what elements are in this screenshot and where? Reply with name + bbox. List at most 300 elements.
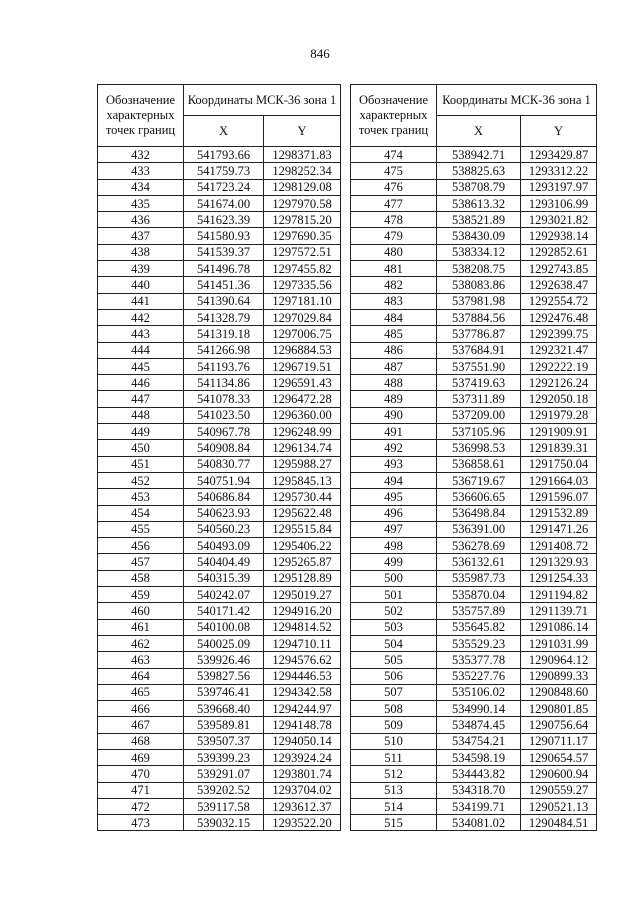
x-coordinate-cell: 535377.78 bbox=[437, 652, 521, 668]
point-number-cell: 451 bbox=[98, 456, 184, 472]
table-row bbox=[98, 407, 341, 423]
table-body-left bbox=[98, 147, 341, 831]
point-number-cell: 438 bbox=[98, 244, 184, 260]
y-column-header: Y bbox=[521, 116, 597, 147]
y-coordinate-cell: 1294148.78 bbox=[264, 717, 341, 733]
table-row bbox=[98, 521, 341, 537]
y-coordinate-cell: 1298129.08 bbox=[264, 179, 341, 195]
y-coordinate-cell: 1291664.03 bbox=[521, 472, 597, 488]
y-coordinate-cell: 1290484.51 bbox=[521, 815, 597, 831]
y-coordinate-cell: 1295845.13 bbox=[264, 472, 341, 488]
table-row bbox=[351, 733, 597, 749]
y-coordinate-cell: 1294446.53 bbox=[264, 668, 341, 684]
table-row bbox=[351, 244, 597, 260]
y-coordinate-cell: 1292638.47 bbox=[521, 277, 597, 293]
x-coordinate-cell: 540171.42 bbox=[184, 603, 264, 619]
y-coordinate-cell: 1292743.85 bbox=[521, 261, 597, 277]
x-coordinate-cell: 538942.71 bbox=[437, 147, 521, 163]
point-number-cell: 501 bbox=[351, 587, 437, 603]
table-row bbox=[351, 407, 597, 423]
coordinates-tables bbox=[0, 84, 640, 830]
x-coordinate-cell: 538825.63 bbox=[437, 163, 521, 179]
x-coordinate-cell: 534318.70 bbox=[437, 782, 521, 798]
point-number-cell: 513 bbox=[351, 782, 437, 798]
x-coordinate-cell: 541078.33 bbox=[184, 391, 264, 407]
point-number-cell: 503 bbox=[351, 619, 437, 635]
point-number-cell: 479 bbox=[351, 228, 437, 244]
point-number-cell: 511 bbox=[351, 749, 437, 765]
point-number-cell: 499 bbox=[351, 554, 437, 570]
y-coordinate-cell: 1297970.58 bbox=[264, 195, 341, 211]
y-coordinate-cell: 1294916.20 bbox=[264, 603, 341, 619]
y-coordinate-cell: 1291532.89 bbox=[521, 505, 597, 521]
table-row bbox=[351, 652, 597, 668]
y-coordinate-cell: 1297690.35 bbox=[264, 228, 341, 244]
x-coordinate-cell: 541451.36 bbox=[184, 277, 264, 293]
point-number-cell: 443 bbox=[98, 326, 184, 342]
x-coordinate-cell: 535106.02 bbox=[437, 684, 521, 700]
y-coordinate-cell: 1292321.47 bbox=[521, 342, 597, 358]
point-number-cell: 508 bbox=[351, 701, 437, 717]
y-coordinate-cell: 1291031.99 bbox=[521, 635, 597, 651]
x-coordinate-cell: 537419.63 bbox=[437, 375, 521, 391]
table-row bbox=[351, 749, 597, 765]
x-coordinate-cell: 537884.56 bbox=[437, 309, 521, 325]
x-coordinate-cell: 536606.65 bbox=[437, 489, 521, 505]
x-coordinate-cell: 536998.53 bbox=[437, 440, 521, 456]
table-row bbox=[351, 815, 597, 831]
y-coordinate-cell: 1295730.44 bbox=[264, 489, 341, 505]
table-row bbox=[98, 782, 341, 798]
y-coordinate-cell: 1291194.82 bbox=[521, 587, 597, 603]
x-coordinate-cell: 535870.04 bbox=[437, 587, 521, 603]
point-number-cell: 492 bbox=[351, 440, 437, 456]
y-coordinate-cell: 1291139.71 bbox=[521, 603, 597, 619]
point-number-cell: 456 bbox=[98, 538, 184, 554]
y-coordinate-cell: 1291596.07 bbox=[521, 489, 597, 505]
x-coordinate-cell: 541023.50 bbox=[184, 407, 264, 423]
point-number-cell: 485 bbox=[351, 326, 437, 342]
y-coordinate-cell: 1291750.04 bbox=[521, 456, 597, 472]
point-number-cell: 464 bbox=[98, 668, 184, 684]
y-column-header: Y bbox=[264, 116, 341, 147]
y-coordinate-cell: 1298371.83 bbox=[264, 147, 341, 163]
y-coordinate-cell: 1294710.11 bbox=[264, 635, 341, 651]
point-number-cell: 465 bbox=[98, 684, 184, 700]
point-number-cell: 442 bbox=[98, 309, 184, 325]
table-row bbox=[351, 668, 597, 684]
table-row bbox=[351, 326, 597, 342]
table-row bbox=[351, 554, 597, 570]
table-row bbox=[351, 277, 597, 293]
y-coordinate-cell: 1292050.18 bbox=[521, 391, 597, 407]
x-coordinate-cell: 540560.23 bbox=[184, 521, 264, 537]
x-coordinate-cell: 537981.98 bbox=[437, 293, 521, 309]
table-row bbox=[351, 521, 597, 537]
point-number-cell: 436 bbox=[98, 212, 184, 228]
y-coordinate-cell: 1292399.75 bbox=[521, 326, 597, 342]
x-coordinate-cell: 540686.84 bbox=[184, 489, 264, 505]
table-row bbox=[351, 195, 597, 211]
x-coordinate-cell: 538613.32 bbox=[437, 195, 521, 211]
x-coordinate-cell: 538208.75 bbox=[437, 261, 521, 277]
table-row bbox=[98, 587, 341, 603]
point-number-cell: 445 bbox=[98, 358, 184, 374]
point-number-cell: 468 bbox=[98, 733, 184, 749]
y-coordinate-cell: 1297335.56 bbox=[264, 277, 341, 293]
y-coordinate-cell: 1290559.27 bbox=[521, 782, 597, 798]
x-coordinate-cell: 540493.09 bbox=[184, 538, 264, 554]
table-row bbox=[351, 228, 597, 244]
point-number-cell: 489 bbox=[351, 391, 437, 407]
point-number-cell: 482 bbox=[351, 277, 437, 293]
point-number-cell: 483 bbox=[351, 293, 437, 309]
x-coordinate-cell: 541793.66 bbox=[184, 147, 264, 163]
point-number-cell: 506 bbox=[351, 668, 437, 684]
y-coordinate-cell: 1297006.75 bbox=[264, 326, 341, 342]
table-row bbox=[351, 342, 597, 358]
table-row bbox=[98, 798, 341, 814]
point-number-cell: 453 bbox=[98, 489, 184, 505]
table-row bbox=[351, 179, 597, 195]
y-coordinate-cell: 1295988.27 bbox=[264, 456, 341, 472]
point-number-cell: 457 bbox=[98, 554, 184, 570]
x-coordinate-cell: 536278.69 bbox=[437, 538, 521, 554]
point-number-cell: 433 bbox=[98, 163, 184, 179]
y-coordinate-cell: 1290899.33 bbox=[521, 668, 597, 684]
point-number-cell: 497 bbox=[351, 521, 437, 537]
point-number-cell: 454 bbox=[98, 505, 184, 521]
y-coordinate-cell: 1295406.22 bbox=[264, 538, 341, 554]
point-number-cell: 471 bbox=[98, 782, 184, 798]
y-coordinate-cell: 1296360.00 bbox=[264, 407, 341, 423]
y-coordinate-cell: 1297029.84 bbox=[264, 309, 341, 325]
y-coordinate-cell: 1296472.28 bbox=[264, 391, 341, 407]
table-row bbox=[98, 717, 341, 733]
table-body-right bbox=[351, 147, 597, 831]
x-coordinate-cell: 541134.86 bbox=[184, 375, 264, 391]
table-row bbox=[351, 358, 597, 374]
table-row bbox=[98, 766, 341, 782]
x-coordinate-cell: 541723.24 bbox=[184, 179, 264, 195]
x-coordinate-cell: 534443.82 bbox=[437, 766, 521, 782]
point-number-cell: 475 bbox=[351, 163, 437, 179]
table-row bbox=[351, 293, 597, 309]
table-row bbox=[98, 261, 341, 277]
point-number-cell: 491 bbox=[351, 424, 437, 440]
point-number-cell: 512 bbox=[351, 766, 437, 782]
table-row bbox=[351, 570, 597, 586]
point-number-cell: 458 bbox=[98, 570, 184, 586]
y-coordinate-cell: 1296248.99 bbox=[264, 424, 341, 440]
x-coordinate-cell: 541390.64 bbox=[184, 293, 264, 309]
table-row bbox=[351, 375, 597, 391]
point-number-cell: 463 bbox=[98, 652, 184, 668]
point-number-cell: 450 bbox=[98, 440, 184, 456]
table-row bbox=[98, 293, 341, 309]
point-number-cell: 477 bbox=[351, 195, 437, 211]
x-coordinate-cell: 539399.23 bbox=[184, 749, 264, 765]
point-number-cell: 504 bbox=[351, 635, 437, 651]
x-coordinate-cell: 538430.09 bbox=[437, 228, 521, 244]
x-coordinate-cell: 536498.84 bbox=[437, 505, 521, 521]
point-number-cell: 480 bbox=[351, 244, 437, 260]
x-coordinate-cell: 534990.14 bbox=[437, 701, 521, 717]
table-row bbox=[98, 505, 341, 521]
y-coordinate-cell: 1290600.94 bbox=[521, 766, 597, 782]
table-row bbox=[98, 456, 341, 472]
y-coordinate-cell: 1291408.72 bbox=[521, 538, 597, 554]
point-number-cell: 514 bbox=[351, 798, 437, 814]
table-row bbox=[98, 684, 341, 700]
table-row bbox=[351, 635, 597, 651]
x-coordinate-cell: 541319.18 bbox=[184, 326, 264, 342]
point-number-cell: 502 bbox=[351, 603, 437, 619]
point-number-cell: 449 bbox=[98, 424, 184, 440]
x-coordinate-cell: 540242.07 bbox=[184, 587, 264, 603]
table-row bbox=[351, 212, 597, 228]
point-number-cell: 441 bbox=[98, 293, 184, 309]
x-coordinate-cell: 541759.73 bbox=[184, 163, 264, 179]
x-coordinate-cell: 537311.89 bbox=[437, 391, 521, 407]
point-number-cell: 498 bbox=[351, 538, 437, 554]
y-coordinate-cell: 1293924.24 bbox=[264, 749, 341, 765]
table-row bbox=[351, 261, 597, 277]
point-column-header: Обозначение характерных точек границ bbox=[98, 85, 184, 147]
x-coordinate-cell: 539202.52 bbox=[184, 782, 264, 798]
y-coordinate-cell: 1296884.53 bbox=[264, 342, 341, 358]
y-coordinate-cell: 1296134.74 bbox=[264, 440, 341, 456]
point-number-cell: 446 bbox=[98, 375, 184, 391]
x-coordinate-cell: 537551.90 bbox=[437, 358, 521, 374]
x-coordinate-cell: 535227.76 bbox=[437, 668, 521, 684]
x-coordinate-cell: 537209.00 bbox=[437, 407, 521, 423]
point-number-cell: 515 bbox=[351, 815, 437, 831]
y-coordinate-cell: 1291909.91 bbox=[521, 424, 597, 440]
x-coordinate-cell: 535529.23 bbox=[437, 635, 521, 651]
x-coordinate-cell: 537105.96 bbox=[437, 424, 521, 440]
table-row bbox=[98, 701, 341, 717]
point-number-cell: 444 bbox=[98, 342, 184, 358]
point-number-cell: 507 bbox=[351, 684, 437, 700]
y-coordinate-cell: 1297572.51 bbox=[264, 244, 341, 260]
point-number-cell: 476 bbox=[351, 179, 437, 195]
table-row bbox=[98, 733, 341, 749]
table-row bbox=[351, 766, 597, 782]
x-coordinate-cell: 539827.56 bbox=[184, 668, 264, 684]
y-coordinate-cell: 1292852.61 bbox=[521, 244, 597, 260]
y-coordinate-cell: 1294814.52 bbox=[264, 619, 341, 635]
y-coordinate-cell: 1292554.72 bbox=[521, 293, 597, 309]
y-coordinate-cell: 1291254.33 bbox=[521, 570, 597, 586]
point-number-cell: 509 bbox=[351, 717, 437, 733]
point-number-cell: 434 bbox=[98, 179, 184, 195]
y-coordinate-cell: 1293197.97 bbox=[521, 179, 597, 195]
point-number-cell: 462 bbox=[98, 635, 184, 651]
point-number-cell: 484 bbox=[351, 309, 437, 325]
table-row bbox=[98, 342, 341, 358]
table-row bbox=[98, 554, 341, 570]
x-coordinate-cell: 541496.78 bbox=[184, 261, 264, 277]
y-coordinate-cell: 1297455.82 bbox=[264, 261, 341, 277]
coordinates-table-left bbox=[97, 84, 341, 831]
table-row bbox=[351, 147, 597, 163]
y-coordinate-cell: 1296719.51 bbox=[264, 358, 341, 374]
table-row bbox=[98, 309, 341, 325]
table-row bbox=[351, 717, 597, 733]
y-coordinate-cell: 1294576.62 bbox=[264, 652, 341, 668]
point-number-cell: 496 bbox=[351, 505, 437, 521]
x-coordinate-cell: 540100.08 bbox=[184, 619, 264, 635]
x-coordinate-cell: 539117.58 bbox=[184, 798, 264, 814]
x-coordinate-cell: 540967.78 bbox=[184, 424, 264, 440]
x-coordinate-cell: 537786.87 bbox=[437, 326, 521, 342]
x-coordinate-cell: 534874.45 bbox=[437, 717, 521, 733]
y-coordinate-cell: 1293612.37 bbox=[264, 798, 341, 814]
table-row bbox=[98, 326, 341, 342]
x-coordinate-cell: 539926.46 bbox=[184, 652, 264, 668]
table-row bbox=[98, 603, 341, 619]
point-number-cell: 495 bbox=[351, 489, 437, 505]
y-coordinate-cell: 1290801.85 bbox=[521, 701, 597, 717]
point-number-cell: 472 bbox=[98, 798, 184, 814]
page-number: 846 bbox=[310, 46, 330, 61]
table-row bbox=[351, 163, 597, 179]
y-coordinate-cell: 1290654.57 bbox=[521, 749, 597, 765]
y-coordinate-cell: 1295515.84 bbox=[264, 521, 341, 537]
y-coordinate-cell: 1292476.48 bbox=[521, 309, 597, 325]
x-coordinate-cell: 540751.94 bbox=[184, 472, 264, 488]
table-row bbox=[98, 179, 341, 195]
point-number-cell: 448 bbox=[98, 407, 184, 423]
table-row bbox=[351, 424, 597, 440]
y-coordinate-cell: 1291979.28 bbox=[521, 407, 597, 423]
x-coordinate-cell: 536132.61 bbox=[437, 554, 521, 570]
x-coordinate-cell: 541580.93 bbox=[184, 228, 264, 244]
x-coordinate-cell: 538334.12 bbox=[437, 244, 521, 260]
y-coordinate-cell: 1291329.93 bbox=[521, 554, 597, 570]
table-row bbox=[98, 749, 341, 765]
table-row bbox=[98, 147, 341, 163]
y-coordinate-cell: 1295019.27 bbox=[264, 587, 341, 603]
table-row bbox=[351, 391, 597, 407]
point-number-cell: 488 bbox=[351, 375, 437, 391]
table-row bbox=[351, 489, 597, 505]
y-coordinate-cell: 1294050.14 bbox=[264, 733, 341, 749]
point-number-cell: 440 bbox=[98, 277, 184, 293]
y-coordinate-cell: 1295265.87 bbox=[264, 554, 341, 570]
table-row bbox=[98, 228, 341, 244]
table-row bbox=[351, 782, 597, 798]
x-coordinate-cell: 539668.40 bbox=[184, 701, 264, 717]
point-number-cell: 469 bbox=[98, 749, 184, 765]
x-coordinate-cell: 539032.15 bbox=[184, 815, 264, 831]
table-row bbox=[98, 815, 341, 831]
coordinates-table-right bbox=[350, 84, 597, 831]
y-coordinate-cell: 1292126.24 bbox=[521, 375, 597, 391]
y-coordinate-cell: 1295622.48 bbox=[264, 505, 341, 521]
table-row bbox=[98, 489, 341, 505]
point-number-cell: 437 bbox=[98, 228, 184, 244]
x-coordinate-cell: 536719.67 bbox=[437, 472, 521, 488]
y-coordinate-cell: 1293801.74 bbox=[264, 766, 341, 782]
point-number-cell: 432 bbox=[98, 147, 184, 163]
x-coordinate-cell: 541674.00 bbox=[184, 195, 264, 211]
point-number-cell: 447 bbox=[98, 391, 184, 407]
x-coordinate-cell: 536391.00 bbox=[437, 521, 521, 537]
table-row bbox=[351, 603, 597, 619]
point-number-cell: 510 bbox=[351, 733, 437, 749]
y-coordinate-cell: 1295128.89 bbox=[264, 570, 341, 586]
point-number-cell: 487 bbox=[351, 358, 437, 374]
table-row bbox=[98, 424, 341, 440]
table-row bbox=[98, 358, 341, 374]
y-coordinate-cell: 1290521.13 bbox=[521, 798, 597, 814]
y-coordinate-cell: 1293429.87 bbox=[521, 147, 597, 163]
table-row bbox=[351, 456, 597, 472]
point-number-cell: 455 bbox=[98, 521, 184, 537]
table-row bbox=[98, 668, 341, 684]
point-number-cell: 439 bbox=[98, 261, 184, 277]
x-coordinate-cell: 540025.09 bbox=[184, 635, 264, 651]
table-row bbox=[98, 244, 341, 260]
table-row bbox=[351, 587, 597, 603]
x-coordinate-cell: 535987.73 bbox=[437, 570, 521, 586]
x-coordinate-cell: 539746.41 bbox=[184, 684, 264, 700]
x-coordinate-cell: 540315.39 bbox=[184, 570, 264, 586]
table-row bbox=[98, 538, 341, 554]
table-row bbox=[98, 440, 341, 456]
x-coordinate-cell: 540623.93 bbox=[184, 505, 264, 521]
point-column-header: Обозначение характерных точек границ bbox=[351, 85, 437, 147]
point-number-cell: 486 bbox=[351, 342, 437, 358]
y-coordinate-cell: 1293522.20 bbox=[264, 815, 341, 831]
table-row bbox=[98, 375, 341, 391]
x-coordinate-cell: 534199.71 bbox=[437, 798, 521, 814]
point-number-cell: 500 bbox=[351, 570, 437, 586]
x-coordinate-cell: 535645.82 bbox=[437, 619, 521, 635]
point-number-cell: 460 bbox=[98, 603, 184, 619]
y-coordinate-cell: 1297815.20 bbox=[264, 212, 341, 228]
x-coordinate-cell: 534754.21 bbox=[437, 733, 521, 749]
x-column-header: X bbox=[437, 116, 521, 147]
table-row bbox=[351, 309, 597, 325]
point-number-cell: 459 bbox=[98, 587, 184, 603]
point-number-cell: 474 bbox=[351, 147, 437, 163]
table-row bbox=[98, 391, 341, 407]
x-coordinate-cell: 538521.89 bbox=[437, 212, 521, 228]
y-coordinate-cell: 1293021.82 bbox=[521, 212, 597, 228]
table-row bbox=[351, 701, 597, 717]
table-row bbox=[98, 472, 341, 488]
table-row bbox=[98, 570, 341, 586]
point-number-cell: 494 bbox=[351, 472, 437, 488]
y-coordinate-cell: 1290848.60 bbox=[521, 684, 597, 700]
point-number-cell: 452 bbox=[98, 472, 184, 488]
table-row bbox=[351, 472, 597, 488]
point-number-cell: 470 bbox=[98, 766, 184, 782]
y-coordinate-cell: 1291839.31 bbox=[521, 440, 597, 456]
table-row bbox=[98, 195, 341, 211]
y-coordinate-cell: 1294244.97 bbox=[264, 701, 341, 717]
table-row bbox=[351, 798, 597, 814]
y-coordinate-cell: 1290964.12 bbox=[521, 652, 597, 668]
point-number-cell: 505 bbox=[351, 652, 437, 668]
table-row bbox=[98, 277, 341, 293]
x-coordinate-cell: 537684.91 bbox=[437, 342, 521, 358]
x-coordinate-cell: 539507.37 bbox=[184, 733, 264, 749]
y-coordinate-cell: 1298252.34 bbox=[264, 163, 341, 179]
